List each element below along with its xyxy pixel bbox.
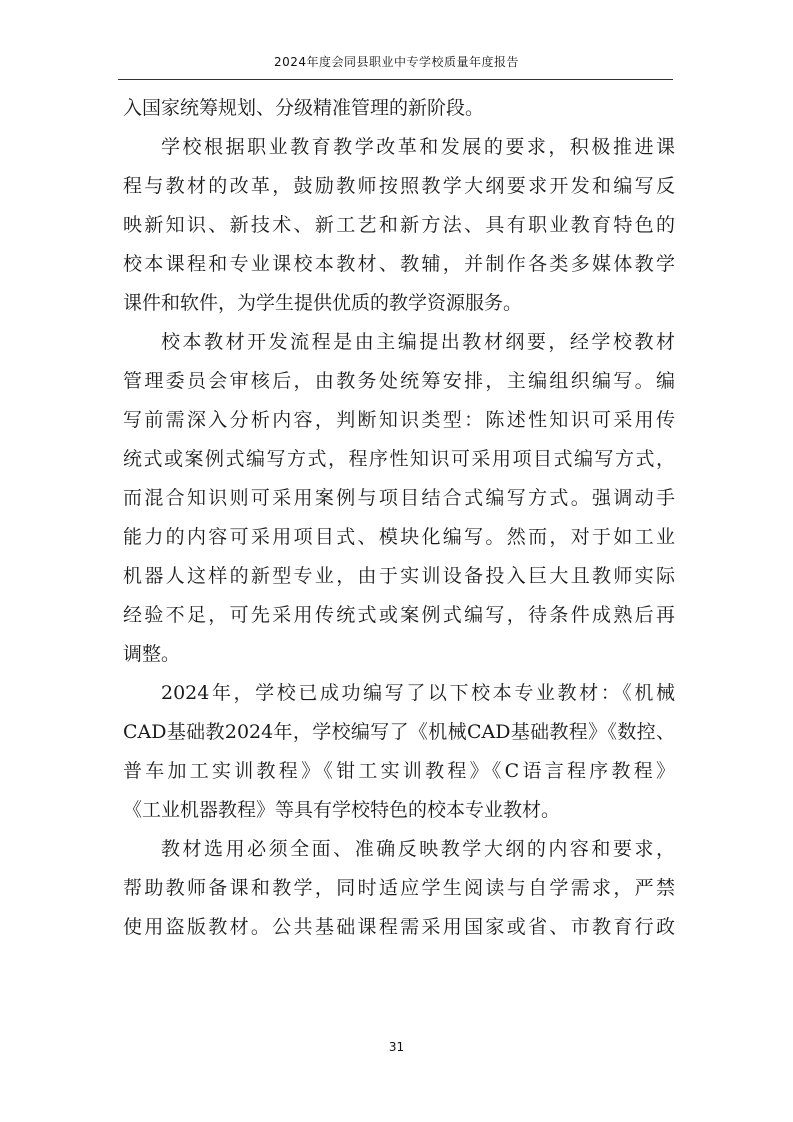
text-line: 校本课程和专业课校本教材、教辅，并制作各类多媒体教学 bbox=[123, 253, 675, 275]
text-line: 入国家统筹规划、分级精准管理的新阶段。 bbox=[123, 97, 485, 119]
text-line: 学校根据职业教育教学改革和发展的要求，积极推进课 bbox=[161, 136, 675, 158]
body-text bbox=[123, 89, 675, 947]
text-line: 能力的内容可采用项目式、模块化编写。然而，对于如工业 bbox=[123, 526, 675, 548]
text-line: 写前需深入分析内容，判断知识类型：陈述性知识可采用传 bbox=[123, 409, 675, 431]
text-line: CAD基础教2024年，学校编写了《机械CAD基础教程》《数控、 bbox=[123, 721, 675, 743]
running-header: 2024年度会同县职业中专学校质量年度报告 bbox=[273, 55, 520, 69]
text-line: 《工业机器教程》等具有学校特色的校本专业教材。 bbox=[123, 799, 561, 821]
text-line: 使用盗版教材。公共基础课程需采用国家或省、市教育行政 bbox=[123, 916, 675, 938]
text-line: 校本教材开发流程是由主编提出教材纲要，经学校教材 bbox=[161, 331, 675, 353]
header-rule bbox=[118, 79, 673, 80]
text-line: 教材选用必须全面、准确反映教学大纲的内容和要求， bbox=[161, 838, 675, 860]
text-line: 课件和软件，为学生提供优质的教学资源服务。 bbox=[123, 292, 523, 314]
text-line: 管理委员会审核后，由教务处统筹安排，主编组织编写。编 bbox=[123, 370, 675, 392]
text-line: 帮助教师备课和教学，同时适应学生阅读与自学需求，严禁 bbox=[123, 877, 675, 899]
text-line: 2024年，学校已成功编写了以下校本专业教材：《机械 bbox=[161, 682, 675, 704]
text-line: 而混合知识则可采用案例与项目结合式编写方式。强调动手 bbox=[123, 487, 675, 509]
text-line: 调整。 bbox=[123, 643, 181, 665]
text-line: 程与教材的改革，鼓励教师按照教学大纲要求开发和编写反 bbox=[123, 175, 675, 197]
text-line: 机器人这样的新型专业，由于实训设备投入巨大且教师实际 bbox=[123, 565, 675, 587]
text-line: 映新知识、新技术、新工艺和新方法、具有职业教育特色的 bbox=[123, 214, 675, 236]
page-number: 31 bbox=[388, 1040, 405, 1054]
text-line: 普车加工实训教程》《钳工实训教程》《C语言程序教程》 bbox=[123, 760, 675, 782]
text-line: 统式或案例式编写方式，程序性知识可采用项目式编写方式， bbox=[123, 448, 675, 470]
text-line: 经验不足，可先采用传统式或案例式编写，待条件成熟后再 bbox=[123, 604, 675, 626]
